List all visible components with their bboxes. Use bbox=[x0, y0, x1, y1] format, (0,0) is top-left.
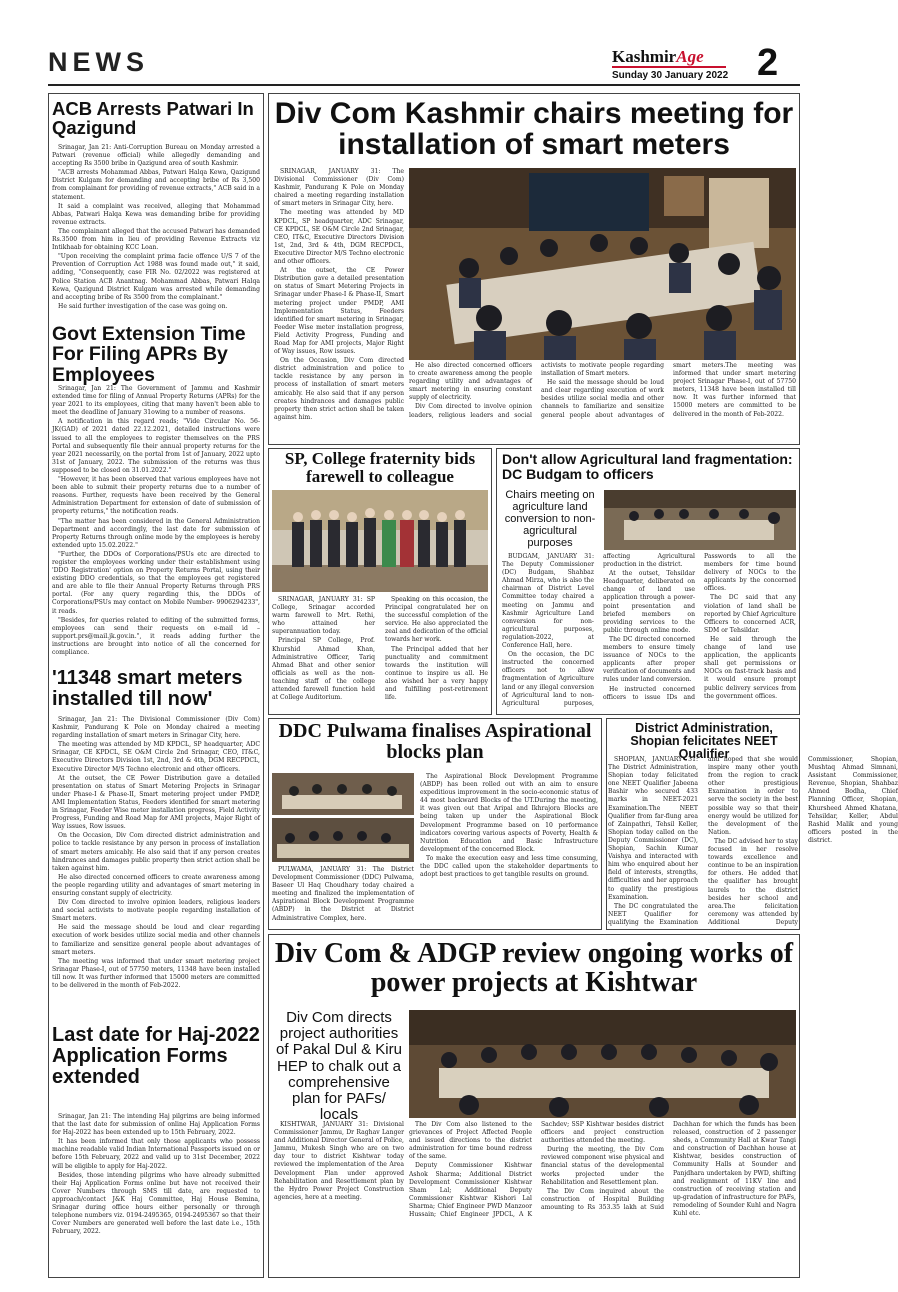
page-number: 2 bbox=[757, 42, 779, 84]
sp-para: Principal SP College, Prof. Khurshid Ahmad Khan, Administrative Officer, Tariq Ahmad Bhat and other senior officials as well as the non-teaching staff of the college attended farewell function held at College Auditorium. bbox=[272, 637, 375, 702]
haj-para: Srinagar, Jan 21: The intending Haj pilgrims are being informed that the last date for submission of online Haj Application Forms for Haj-2022 has been extended up to 15th February, 2022. bbox=[52, 1113, 260, 1137]
smart-para: He also directed concerned officers to create awareness among the people regarding utility and advantages of smart metering in ensuring constant supply of electricity. bbox=[52, 873, 260, 897]
agri-kicker: Chairs meeting on agriculture land conversion to non-agricultural purposes bbox=[504, 489, 596, 549]
acb-para: The complainant alleged that the accused Patwari has demanded Rs.3500 from him in lieu of providing Revenue Extracts viz Intikhaab for obtaining KCC Loan. bbox=[52, 227, 260, 252]
logo-kashmir: Kashmir bbox=[612, 47, 677, 66]
smart-para: On the Occasion, Div Com directed district administration and police to tackle resistance by any person in process of installation of smart meters amicably. He also said that if any person creates hindrances and damages public property then strict action shall be taken against him. bbox=[52, 832, 260, 872]
agri-para: He instructed concerned officers to issue IDs and Passwords to all the members for time bound delivery of NOCs to the applicants by the concerned offices. bbox=[603, 553, 796, 701]
shopian-para: The DC advised her to stay focused in her resolve towards excellence and continue to be an inspiration for others. He added that the qualifier has brought laurels to the district besides her school and area.The felicitation ceremony was attended by Additional Deputy Commissioner, Shopian, Mushtaq Ahmad Simnani, Assistant Commissioner, Revenue, Shopian, Shahbaz Ahmed Bodha, Chief Planning Officer, Shopian, Khursheed Ahmed Khatana, Tehsildar, Keller, Abdul Rashid Malik and young officers posted in the district. bbox=[708, 756, 898, 926]
adgp-body-left bbox=[274, 1121, 404, 1275]
adgp-para: During the meeting, the Div Com reviewed component wise physical and financial status of the developmental works projected under the Rehabilitation and Resettlement plan. bbox=[541, 1146, 664, 1186]
agri-body bbox=[502, 553, 796, 712]
section-label: NEWS bbox=[48, 47, 149, 77]
farewell-photo bbox=[272, 490, 488, 592]
acb-para: He said further investigation of the case was going on. bbox=[58, 302, 228, 310]
apr-para: "The matter has been considered in the General Administration Department and accordingly, the last date for submission of Property Returns through online mode by the employees is hereby extended upto 15.02.2022." bbox=[52, 517, 260, 549]
acb-body bbox=[52, 144, 260, 322]
smart-body bbox=[52, 716, 260, 1022]
agri-para: At the outset, Tehsildar Headquarter, deliberated on change of land use application through a power-point presentation and briefed members on providing services to the public through online mode. bbox=[603, 570, 695, 634]
agri-para: He said through the change of land use application, the applicants shall get permissions or NOCs on fast-track basis and it would ensure prompt public delivery services from the government offices. bbox=[704, 635, 796, 700]
sp-para: SRINAGAR, JANUARY 31: SP College, Srinagar accorded warm farewell to Mrt. Rethi, who attained her superannuation today. bbox=[272, 596, 375, 636]
agri-para: BUDGAM, JANUARY 31: The Deputy Commissioner (DC) Budgam, Shahbaz Ahmad Mirza, who is also the chairman of District Level Committee today chaired a meeting on Jammu and Kashmir Agriculture Land conversion for non-agricultural purposes, regulation-2022, at Conference Hall, here. bbox=[502, 553, 594, 650]
ddc-body-right bbox=[420, 773, 598, 928]
ddc-para: The Aspirational Block Development Programme (ABDP) has been rolled out with an aim to ensure expeditious improvement in the socio-economic status of 44 most backward Blocks of the UT.During the meeting, it was given out that Aripal and Ikhrajora Blocks are being taken up under the Aspirational Block Development Programme based on 10 performance indicators covering various aspects of Poverty, Health & Nutrition Education and Basic Infrastructure development of the concerned Block. bbox=[420, 773, 598, 853]
divcom-para: On the Occasion, Div Com directed district administration and police to tackle resistance by any person in process of installation of smart meters amicably. He also said that if any person creates hindrances and damages public property then strict action shall be taken against him. bbox=[274, 357, 404, 421]
apr-para: A notification in this regard reads; "Vide Circular No. 56-JK(GAD) of 2021 dated 22.12.2021, detailed instructions were issued to all the employees to register themselves on the PRS Portal and subsequently file their annual property returns for the year 2021 necessarily, on the portal from 1st of January, 2022 upto 31st of January, 2022. The submission of the returns was thus supposed to be closed on 31.01.2022." bbox=[52, 418, 260, 474]
apr-para: Srinagar, Jan 21: The Government of Jammu and Kashmir extended time for filing of Annual Property Returns (APRs) for the year 2021 to its employees, citing that many haven't been able to meet the deadline of January 31owing to a number of reasons. bbox=[52, 385, 260, 417]
apr-para: "Besides, for queries related to editing of the submitted forms, employees can send their requests on e-mail id – support.prs@mail.jk.gov.in.", it reads adding further the instructions are brought into notice of all the concerned for compliance. bbox=[52, 616, 260, 656]
meeting-photo bbox=[409, 168, 796, 360]
issue-date: Sunday 30 January 2022 bbox=[612, 70, 729, 81]
ddc-photo-top bbox=[272, 773, 414, 815]
apr-para: "However, it has been observed that various employees have not been able to submit their property returns due to a number of reasons. Further, requests have been received by the General Administration Department for extension of date of submission of property returns," the notification reads. bbox=[52, 476, 260, 516]
logo-rule bbox=[612, 66, 726, 68]
haj-para: Besides, those intending pilgrims who have already submitted their Haj Application Forms online but have not received their Cover Numbers through SMS till date, are requested to approach/contact J&K Haj Committee, Haj House Bemina, Srinagar during office hours either personally or through telephone numbers viz. 0194-2495365, 0194-2495367 so that their Cover Numbers are generated well before the last date i.e., 15th February, 2022. bbox=[52, 1171, 260, 1236]
divcom-para: The meeting was attended by MD KPDCL, SP headquarter, ADC Srinagar, CE KPDCL, SE O&M Circle 2nd Srinagar, CEO, IT&C, Executive Directors Division 1st, 2nd, 3rd & 4th, DGM RECPDCL, Executive Director M/S Techno electronic and other officers. bbox=[274, 209, 404, 266]
shopian-para: SHOPIAN, JANUARY 31: The District Administration, Shopian today felicitated one NEET Qualifier Jabeena Bashir who secured 433 marks in NEET-2021 Examination.The NEET Qualifier from far-flung area of Zainpathri, Tehsil Keller, Shopian today called on the Deputy Commissioner (DC), Shopian, Sachin Kumar Vaishya and interacted with him who enquired about her field of interests, strengths, difficulties and her approach to qualify the prestigious Examination. bbox=[608, 756, 698, 901]
divcom-para: SRINAGAR, JANUARY 31: The Divisional Commissioner (Div Com) Kashmir, Pandurang K Pole on Monday chaired a meeting regarding installation of smart meters in Srinagar City, here. bbox=[274, 168, 404, 208]
haj-para: It has been informed that only those applicants who possess machine readable valid Indian International Passports issued on or before 15th February, 2022 and valid up to 31st December, 2022 will be eligible to apply for Haj-2022. bbox=[52, 1138, 260, 1170]
haj-headline: Last date for Haj-2022 Application Forms extended bbox=[52, 1024, 260, 1088]
smart-headline: '11348 smart meters installed till now' bbox=[52, 667, 243, 710]
smart-para: The meeting was attended by MD KPDCL, SP headquarter, ADC Srinagar, CE KPDCL, SE O&M Circle 2nd Srinagar, CEO, IT&C, Executive Directors Division 1st, 2nd, 3rd & 4th, DGM RECPDCL, Executive Director M/S Techno electronic and other officers. bbox=[52, 741, 260, 773]
agri-para: The DC said that any violation of land shall be reported by Chief Agriculture Officers to concerned ACR, SDM or Tehsildar. bbox=[704, 594, 796, 634]
shopian-body bbox=[608, 756, 898, 928]
agri-para: On the occasion, the DC instructed the concerned officers not to allow fragmentation of Agriculture land or any illegal conversion of Agricultural land to non- Agricultural purposes, affecting Agricultural production in the district. bbox=[502, 553, 695, 707]
divcom-para: At the outset, the CE Power Distribution gave a detailed presentation on status of Smart Metering Projects in Srinagar under Phase-I & Phase-II, Smart metering project under PMDP, AMI Implementation Status, Feeders identified for smart metering in Srinagar, Feeder Wise meter installation progress, Field Activity Progress, Funding and Road Map for AMI projects, Major Right of Way issues, Row issues. bbox=[274, 267, 404, 356]
adgp-headline: Div Com & ADGP review ongoing works of power projects at Kishtwar bbox=[274, 938, 794, 998]
ddc-photo-bottom bbox=[272, 818, 414, 862]
sp-para: The Principal added that her punctuality and commitment towards the institution will continue to inspire us all. He also wished her a very happy and fulfilling post-retirement life. bbox=[385, 645, 488, 702]
divcom-para: Div Com directed to involve opinion leaders, religious leaders and social activists to motivate people regarding installation of Smart meters. bbox=[409, 362, 664, 419]
shopian-para: The DC congratulated the NEET Qualifier for qualifying the Examination and hoped that she would inspire many other youth from the region to crack other prestigious Examination in order to serve the society in the best possible way so that their energy would be utilized for the development of the Nation. bbox=[608, 756, 798, 926]
acb-para: "ACB arrests Mohammad Abbas, Patwari Halqa Kewa, Qazigund District Kulgam for demanding and accepting bribe of Rs 3,500 from complainant for providing of revenue extracts," ACB said in a statement. bbox=[52, 169, 260, 201]
adgp-para: The Div Com inquired about the construction of Hospital Building amounting to Rs 353.35 lakh at Suid Dachhan for which the funds has been released, construction of 2 passenger sheds, a Community Hall at Kwar Tangi and construction of Dachhan house at Kishtwar, besides construction of Community Halls at Sounder and Panjdhara undertaken by PWD, shifting and realignment of 11KV line and construction of receiving station and up-gradation of infrastructure for PAFs, remodeling of Sounder Kuhl and Nagra Kuhl etc. bbox=[541, 1121, 796, 1218]
sp-para: Speaking on this occasion, the Principal congratulated her on the successful completion of the service. He also appreciated the zeal and dedication of the official towards her work. bbox=[385, 596, 488, 644]
acb-headline: ACB Arrests Patwari In Qazigund bbox=[52, 98, 254, 139]
ddc-body-left bbox=[272, 866, 414, 928]
adgp-kicker: Div Com directs project authorities of Pakal Dul & Kiru HEP to chalk out a comprehensive plan for PAFs/ locals bbox=[276, 1009, 402, 1124]
acb-para: Srinagar, Jan 21: Anti-Corruption Bureau on Monday arrested a Patwari (revenue official) while allegedly demanding and accepting Rs 3500 bribe in Qazigund area of south Kashmir. bbox=[52, 144, 260, 168]
logo-age: Age bbox=[676, 47, 704, 66]
smart-para: At the outset, the CE Power Distribution gave a detailed presentation on status of Smart Metering Projects in Srinagar under Phase-I & Phase-II, Smart metering project under PMDP, AMI Implementation Status, Feeders identified for smart metering in Srinagar, Feeder Wise meter installation progress, Field Activity Progress, Funding and Road Map for AMI projects, Major Right of Way issues, Row issues. bbox=[52, 774, 260, 831]
acb-para: "Upon receiving the complaint prima facie offence U/S 7 of the Prevention of Corruption Act 1988 was found made out," it said, adding, "Consequently, case FIR No. 02/2022 was registered at Police Station ACB Anantnag. Mohammad Abbas, Patwari Halqa Kewa, Qazigund District Kulgam was arrested while demanding and accepting bribe of Rs 3500 from the complainant." bbox=[52, 253, 260, 301]
masthead-rule bbox=[48, 84, 800, 86]
divcom-continued bbox=[409, 362, 796, 442]
adgp-para: Deputy Commissioner Kishtwar Ashok Sharma; Additional District Development Commissioner Kishtwar Sham Lal; Additional Deputy Commissioner Kishtwar Kishori Lal Sharma; Chief Engineer PWD Manzoor Hussain; Chief Engineer JPDCL, A K Sachdev; SSP Kishtwar besides district officers and project construction authorities attended the meeting. bbox=[409, 1121, 664, 1219]
apr-para: "Further, the DDOs of Corporations/PSUs etc are directed to register the employees working under their establishment using 'DDO Registration' option on Property Returns Portal, using their existing DDO credentials, so that the employees get registered and are able to file their Annual Property Returns through PRS portal. (For any query regarding this, the DDOs of Corporations/PSUs may contact on Mobile Number- 9906294233", it reads. bbox=[52, 550, 260, 615]
apr-headline: Govt Extension Time For Filing APRs By Employees bbox=[52, 323, 246, 386]
adgp-body-right bbox=[409, 1121, 796, 1275]
ddc-para: To make the execution easy and less time consuming, the DDC called upon the stakeholder departments to adopt best practices to get tangible results on ground. bbox=[420, 854, 598, 879]
haj-body bbox=[52, 1113, 260, 1273]
divcom-para: He also directed concerned officers to create awareness among the people regarding utility and advantages of smart metering in ensuring constant supply of electricity. bbox=[409, 362, 532, 402]
acb-para: It said a complaint was received, alleging that Mohammad Abbas, Patwari Halqa Kewa was demanding bribe for providing revenue extracts. bbox=[52, 202, 260, 226]
apr-body bbox=[52, 385, 260, 665]
agri-meeting-photo bbox=[604, 490, 796, 550]
smart-para: Div Com directed to involve opinion leaders, religious leaders and social activists to motivate people regarding installation of Smart meters. bbox=[52, 899, 260, 923]
smart-para: The meeting was informed that under smart metering project Srinagar Phase-I, out of 57750 meters, 11348 have been installed till now. It was further informed that 15000 meters are committed to be delivered in the month of Feb-2022. bbox=[52, 957, 260, 989]
divcom-headline: Div Com Kashmir chairs meeting for installation of smart meters bbox=[274, 97, 794, 161]
newspaper-logo bbox=[612, 47, 704, 67]
agri-headline: Don't allow Agricultural land fragmentation: DC Budgam to officers bbox=[502, 451, 793, 482]
divcom-intro bbox=[274, 168, 404, 443]
ddc-headline: DDC Pulwama finalises Aspirational blocks plan bbox=[278, 720, 592, 763]
smart-para: Srinagar, Jan 21: The Divisional Commissioner (Div Com) Kashmir, Pandurang K Pole on Monday chaired a meeting regarding installation of smart meters in Srinagar City, here. bbox=[52, 716, 260, 740]
ddc-para: PULWAMA, JANUARY 31: The District Development Commissioner (DDC) Pulwama, Baseer Ul Haq Choudhary today chaired a meeting and finalized the implementation of Aspirational Block Development Programme (ABDP) in the District at District Administrative Complex, here. bbox=[272, 866, 414, 922]
agri-para: The DC directed concerned members to ensure timely issuance of NOCs to the applicants after proper verification of documents and rules under land conversion. bbox=[603, 635, 695, 684]
kishtwar-meeting-photo bbox=[409, 1010, 796, 1118]
divcom-para: He said the message should be loud and clear regarding execution of work besides utilize social media and other channels to familiarize and sensitize general people about advantages of smart meters.The meeting was informed that under smart metering project Srinagar Phase-I, out of 57750 meters, 11348 have been installed till now. It was further informed that 15000 meters are committed to be delivered in the month of Feb-2022. bbox=[541, 362, 796, 419]
adgp-para: The Div Com also listened to the grievances of Project Affected People and issued directions to the district administration for time bound redress of the same. bbox=[409, 1121, 532, 1161]
sp-body bbox=[272, 596, 488, 712]
shopian-headline: District Administration, Shopian felicitates NEET Qualifier bbox=[630, 721, 778, 762]
adgp-para: KISHTWAR, JANUARY 31: Divisional Commissioner Jammu, Dr Raghav Langer and Additional Director General of Police, Jammu, Mukesh Singh who are on two day tour to district Kishtwar today reviewed the implementation of the Area Development Plan under approved Rehabilitation and Resettlement plan by the Hydro Power Project Construction agencies, here at a meeting. bbox=[274, 1121, 404, 1201]
sp-headline: SP, College fraternity bids farewell to colleague bbox=[284, 449, 476, 486]
smart-para: He said the message should be loud and clear regarding execution of work besides utilize social media and other channels to familiarize and sensitize general people about advantages of smart meters. bbox=[52, 924, 260, 956]
